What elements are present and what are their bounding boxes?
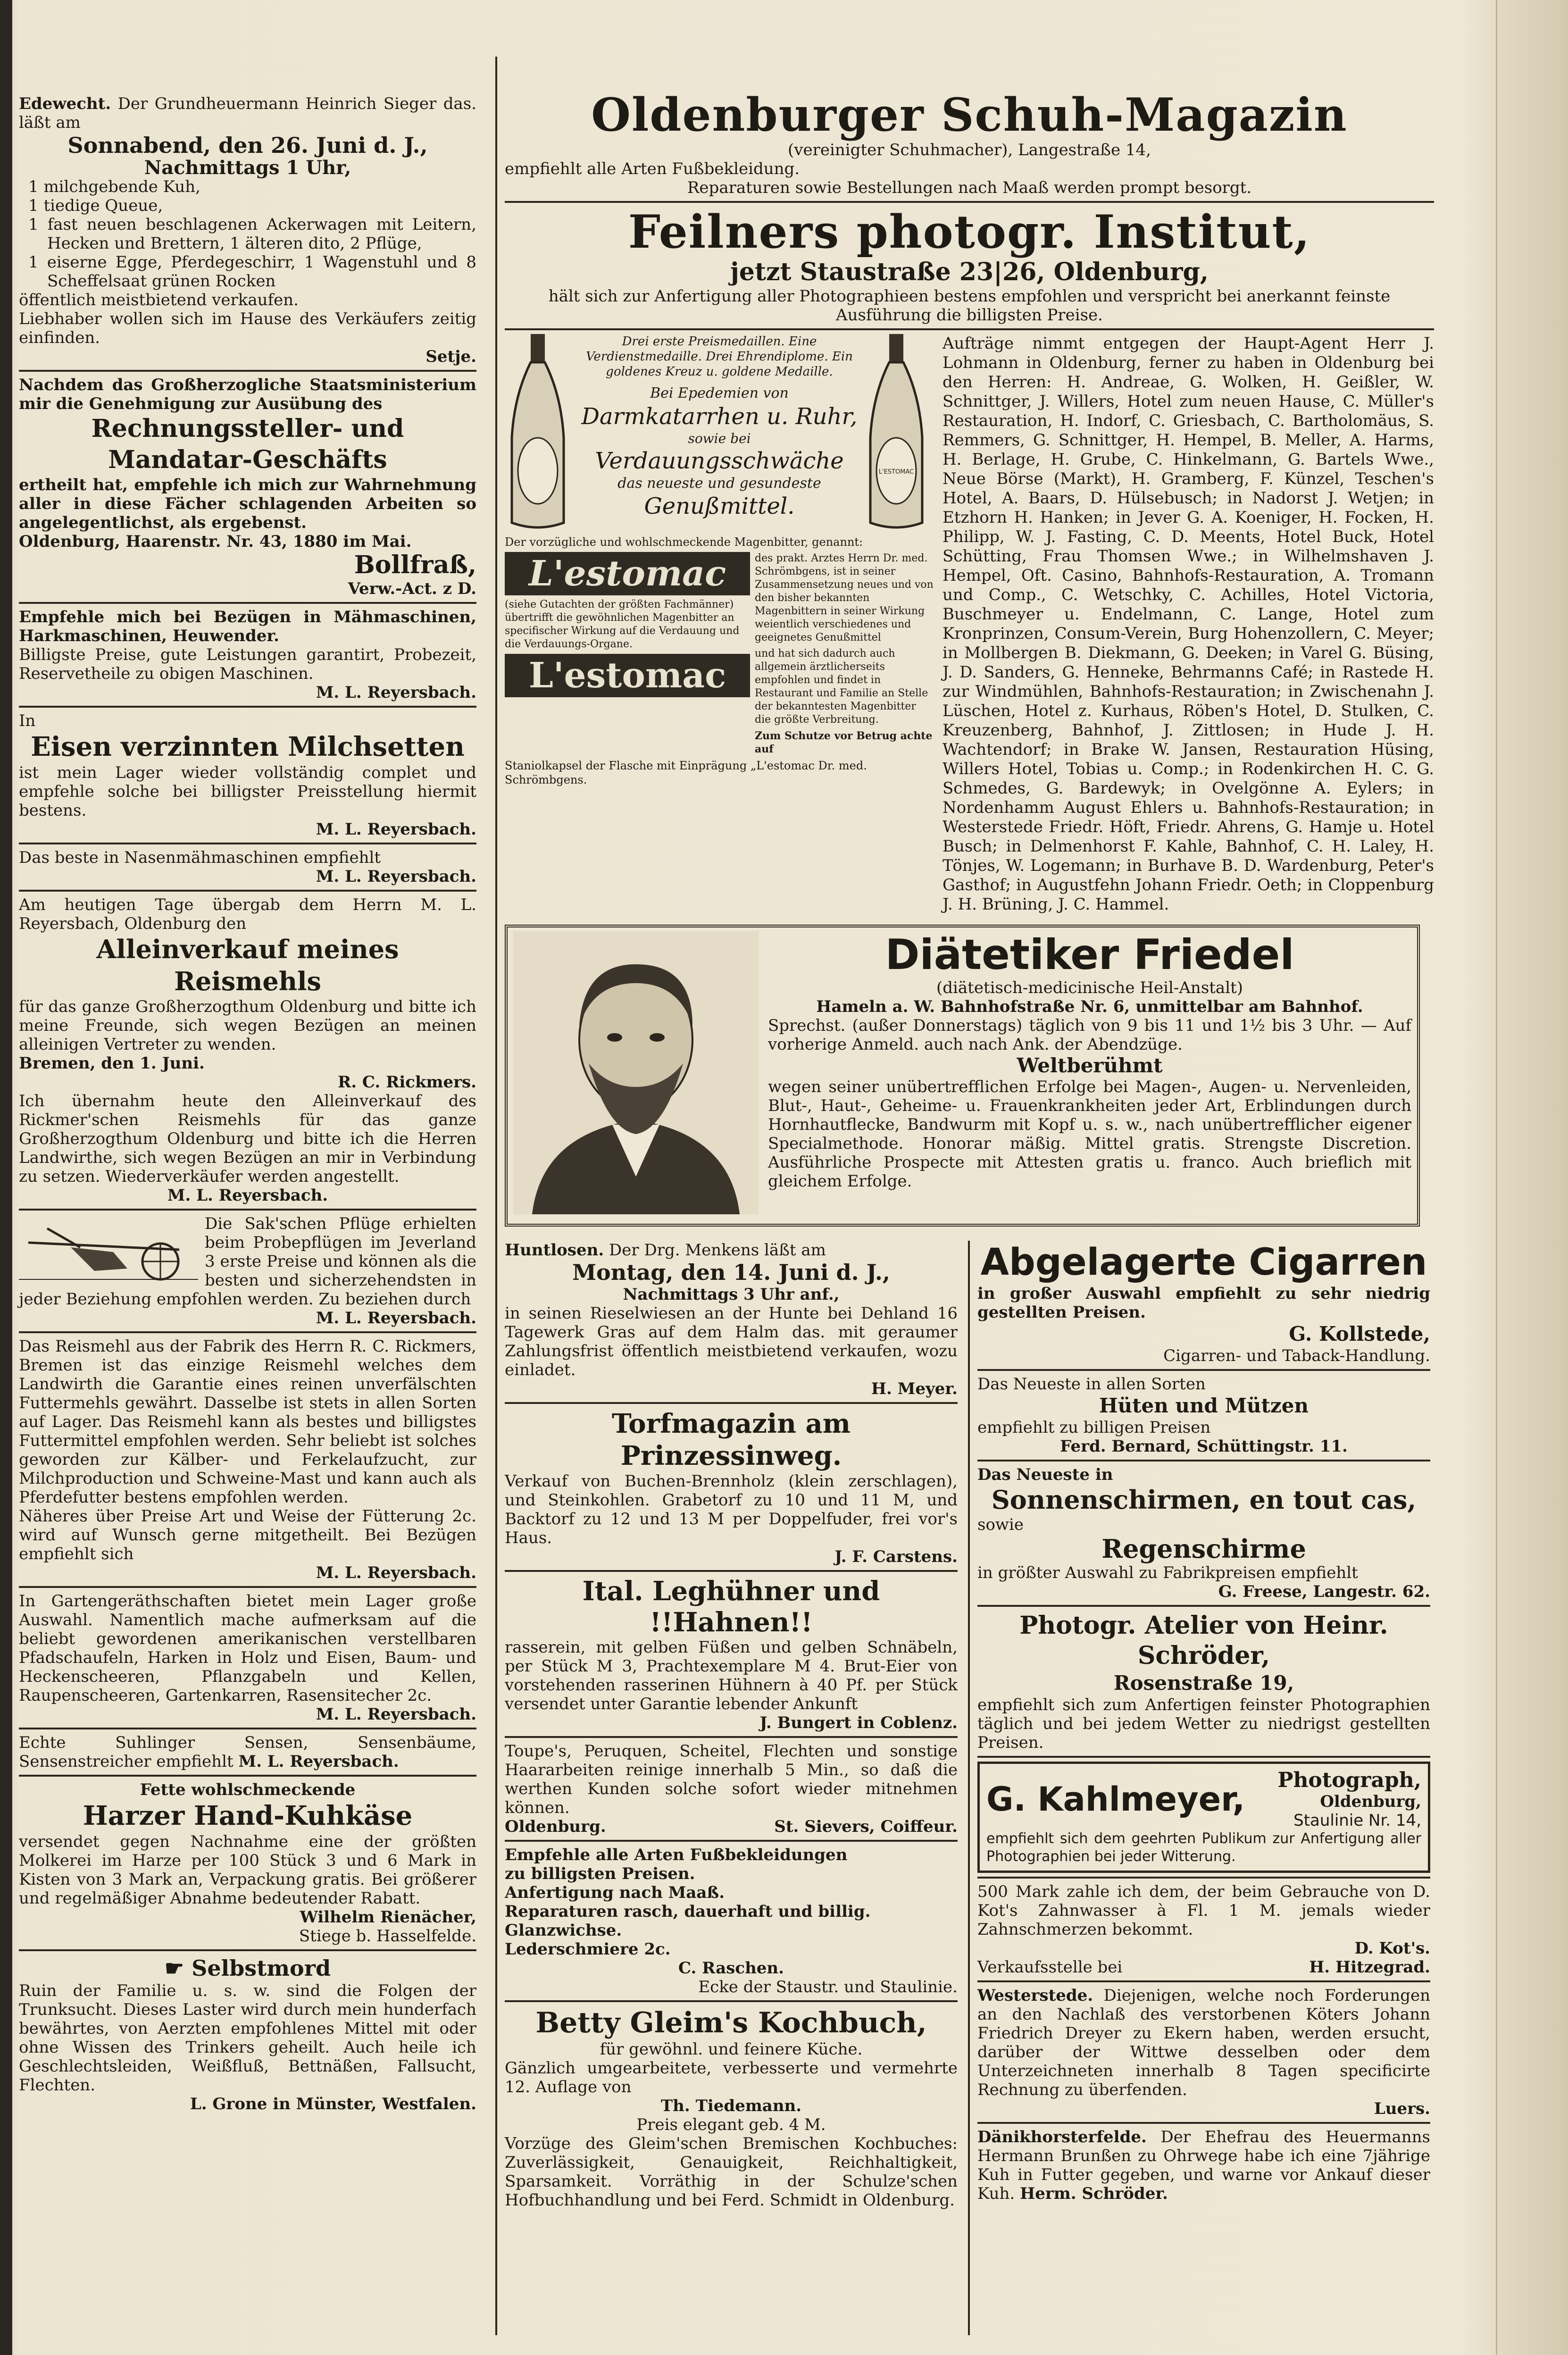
estomac-small2: (siehe Gutachten der größten Fachmänner) übertrifft die gewöhnlichen Magenbitter an specifischer Wirkung auf die Verdauung und die Verdauungs-Organe. bbox=[505, 599, 740, 650]
toupe-body: Toupe's, Peruquen, Scheitel, Flechten und sonstige Haararbeiten reinige innerhalb 5 Min., so daß die werthen Kunden solche sofort wieder mitnehmen können. bbox=[505, 1742, 958, 1817]
edewecht-date: Sonnabend, den 26. Juni d. J., bbox=[67, 133, 428, 158]
edewecht-item: 1 fast neuen beschlagenen Ackerwagen mit Leitern, Hecken und Brettern, 1 älteren dito, 2 Pflüge, bbox=[28, 215, 476, 253]
estomac-script3: Genußmittel. bbox=[644, 493, 795, 519]
fuss-addr: Ecke der Staustr. und Staulinie. bbox=[698, 1978, 958, 1996]
estomac-neueste: das neueste und gesundeste bbox=[617, 475, 821, 492]
divider bbox=[19, 706, 476, 708]
ad-westerstede bbox=[977, 1986, 1430, 2118]
fuss-l3: Anfertigung nach Maaß. bbox=[505, 1883, 725, 1902]
ad-huehner bbox=[505, 1576, 958, 1732]
divider bbox=[19, 1728, 476, 1729]
bollfrass-place: Oldenburg, Haarenstr. Nr. 43, 1880 im Mai. bbox=[19, 532, 412, 551]
schroeder-title: Photogr. Atelier von Heinr. Schröder, bbox=[1019, 1611, 1388, 1670]
westerstede-lead: Westerstede. bbox=[977, 1986, 1093, 2005]
ad-schuh bbox=[505, 90, 1434, 197]
bottle-left bbox=[505, 334, 575, 532]
edewecht-intro: Der Grundheuermann Heinrich Sieger das. läßt am bbox=[19, 94, 477, 132]
torf-title: Torfmagazin am Prinzessinweg. bbox=[612, 1408, 851, 1471]
divider bbox=[19, 1775, 476, 1777]
reismehl-body2: Näheres über Preise Art und Weise der Fütterung 2c. wird auf Wunsch gerne mitgetheilt. Bei Bezügen empfiehlt sich bbox=[19, 1507, 476, 1563]
kahlmeyer-body: empfiehlt sich dem geehrten Publikum zur Anfertigung aller Photographien bei jeder Witterung. bbox=[986, 1830, 1421, 1865]
pointing-hand-icon: ☛ bbox=[164, 1955, 184, 1981]
huehner-title2: !!Hahnen!! bbox=[650, 1607, 813, 1638]
estomac-brand-2: L'estomac bbox=[505, 654, 750, 697]
ad-schirme bbox=[977, 1465, 1430, 1601]
kahlmeyer-info bbox=[1277, 1769, 1421, 1830]
estomac-small-text bbox=[755, 552, 934, 756]
cigarren-sub: Cigarren- und Taback-Handlung. bbox=[1163, 1346, 1430, 1365]
friedel-sub: (diätetisch-medicinische Heil-Anstalt) bbox=[936, 978, 1243, 997]
divider bbox=[977, 1369, 1430, 1371]
estomac-script1: Darmkatarrhen u. Ruhr, bbox=[581, 403, 858, 430]
ad-torf bbox=[505, 1408, 958, 1566]
kaese-body: versendet gegen Nachnahme eine der größten Molkerei im Harze per 100 Stück 3 und 6 Mark in Kisten von 3 Mark an, Verpackung gratis. Bei größerer und regelmäßiger Abnahme bedeutender Rabatt. bbox=[19, 1832, 476, 1908]
feilner-title: Feilners photogr. Institut, bbox=[628, 205, 1311, 259]
estomac-small1: des prakt. Arztes Herrn Dr. med. Schrömbgens, ist in seiner Zusammensetzung neues und von den bisher bekannten Magenbittern in seiner Wirkung weientlich verschiedenes und geeignetes Genußmittel bbox=[755, 552, 934, 643]
huehner-sign: J. Bungert in Coblenz. bbox=[759, 1713, 958, 1732]
ad-bollfrass bbox=[19, 376, 476, 598]
kochbuch-author: Th. Tiedemann. bbox=[660, 2096, 802, 2115]
ad-huntlosen bbox=[505, 1241, 958, 1398]
toupe-place: Oldenburg. bbox=[505, 1817, 606, 1836]
edewecht-sign: Setje. bbox=[425, 347, 476, 366]
hueten-pre: Das Neueste in allen Sorten bbox=[977, 1375, 1206, 1394]
reis-place: Bremen, den 1. Juni. bbox=[19, 1054, 205, 1073]
ad-reis bbox=[19, 895, 476, 1205]
schirme-title2: Regenschirme bbox=[1101, 1534, 1306, 1564]
reis-body: Am heutigen Tage übergab dem Herrn M. L. Reyersbach, Oldenburg den bbox=[19, 895, 476, 933]
schirme-pre: Das Neueste in bbox=[977, 1465, 1113, 1484]
maeh-body2: Billigste Preise, gute Leistungen garantirt, Probezeit, Reservetheile zu obigen Maschinen. bbox=[19, 645, 476, 683]
kochbuch-price: Preis elegant geb. 4 M. bbox=[636, 2115, 826, 2134]
binding-spine bbox=[0, 0, 12, 2355]
divider bbox=[19, 890, 476, 892]
feilner-sub: jetzt Staustraße 23|26, Oldenburg, bbox=[730, 258, 1209, 286]
ad-toupe bbox=[505, 1742, 958, 1836]
fuss-l5: Glanzwichse. bbox=[505, 1921, 622, 1940]
page-edge bbox=[1496, 0, 1568, 2355]
cigarren-body: in großer Auswahl empfiehlt zu sehr niedrig gestellten Preisen. bbox=[977, 1284, 1430, 1322]
ad-schroeder bbox=[977, 1611, 1430, 1752]
right-top-area bbox=[505, 90, 1434, 914]
bottle-label: L'ESTOMAC bbox=[878, 468, 914, 476]
estomac-small4: Zum Schutze vor Betrug achte auf bbox=[755, 730, 933, 755]
divider bbox=[19, 1949, 476, 1951]
westerstede-sign: Luers. bbox=[1374, 2099, 1430, 2118]
huntlosen-date: Montag, den 14. Juni d. J., bbox=[572, 1260, 890, 1285]
huehner-title: Ital. Leghühner und bbox=[582, 1576, 880, 1607]
estomac-lower bbox=[505, 552, 934, 756]
torf-sign: J. F. Carstens. bbox=[834, 1547, 958, 1566]
schuh-body2: Reparaturen sowie Bestellungen nach Maaß werden prompt besorgt. bbox=[687, 178, 1252, 197]
maeh-sign: M. L. Reyersbach. bbox=[316, 683, 476, 702]
divider bbox=[505, 201, 1434, 203]
estomac-footer: Staniolkapsel der Flasche mit Einprägung „L'estomac Dr. med. Schrömbgens. bbox=[505, 759, 867, 786]
ad-zahn bbox=[977, 1882, 1430, 1977]
ad-kochbuch bbox=[505, 2006, 958, 2210]
kaese-title: Harzer Hand-Kuhkäse bbox=[83, 1800, 413, 1831]
daenik-lead: Dänikhorsterfelde. bbox=[977, 2128, 1147, 2146]
divider bbox=[977, 1460, 1430, 1461]
schirme-sowie: sowie bbox=[977, 1515, 1024, 1534]
edewecht-item: 1 tiedige Queue, bbox=[28, 196, 163, 215]
ad-maeh bbox=[19, 608, 476, 702]
divider bbox=[977, 1980, 1430, 1982]
kochbuch-body: Gänzlich umgearbeitete, verbesserte und vermehrte 12. Auflage von bbox=[505, 2059, 958, 2096]
edewecht-lead: Edewecht. bbox=[19, 94, 111, 113]
ad-sensen bbox=[19, 1733, 476, 1771]
garten-sign: M. L. Reyersbach. bbox=[316, 1705, 476, 1724]
ad-pflug bbox=[19, 1214, 476, 1328]
pflug-body: Die Sak'schen Pflüge erhielten beim Probepflügen im Jeverland 3 erste Preise und können als die besten und sicherzehendsten in jeder Beziehung empfohlen werden. Zu beziehen durch bbox=[19, 1214, 476, 1309]
ad-selbstmord bbox=[19, 1955, 476, 2113]
estomac-brand-1: L'estomac bbox=[505, 552, 750, 595]
reismehl-body: Das Reismehl aus der Fabrik des Herrn R. C. Rickmers, Bremen ist das einzige Reismehl welches dem Landwirth die Garantie eines reinen unverfälschten Futtermehls gewährt. Dasselbe ist stets in allen Sorten auf Lager. Das Reismehl kann als bestes und billigstes Futtermittel empfohlen werden. Sehr beliebt ist solches geworden zur Kälber- und Ferkelaufzucht, zur Milchproduction und Schweine-Mast und kann auch als Pferdefutter bestens empfohlen werden. bbox=[19, 1337, 476, 1507]
estomac-desc: Der vorzügliche und wohlschmeckende Magenbitter, genannt: bbox=[505, 535, 863, 549]
ad-feilner bbox=[505, 207, 1434, 325]
westerstede-body: Diejenigen, welche noch Forderungen an den Nachlaß des verstorbenen Köters Johann Friedrich Dreyer zu Ekern haben, werden ersucht, darüber der Wittwe desselben oder dem Unterzeichneten innerhalb 8 Tagen specificirte Rechnung zu überfenden. bbox=[977, 1986, 1430, 2099]
schroeder-body: empfiehlt sich zum Anfertigen feinster Photographien täglich und bei jedem Wetter zu niedrigst gestellten Preisen. bbox=[977, 1695, 1430, 1752]
schuh-title: Oldenburger Schuh-Magazin bbox=[591, 88, 1348, 142]
divider bbox=[505, 1840, 958, 1842]
zahn-sign1: D. Kot's. bbox=[1354, 1939, 1430, 1958]
ad-cigarren bbox=[977, 1241, 1430, 1365]
schirme-title: Sonnenschirmen, en tout cas, bbox=[991, 1485, 1417, 1515]
zahn-place: Verkaufsstelle bei bbox=[977, 1958, 1123, 1977]
ad-reismehl bbox=[19, 1337, 476, 1582]
kaese-sign: Wilhelm Rienächer, bbox=[300, 1908, 476, 1927]
edewecht-outro: öffentlich meistbietend verkaufen. bbox=[19, 291, 299, 309]
kahlmeyer-head bbox=[986, 1769, 1421, 1830]
divider bbox=[505, 1736, 958, 1738]
ad-agents bbox=[942, 334, 1434, 914]
sensen-sign: M. L. Reyersbach. bbox=[238, 1752, 399, 1771]
bollfrass-body: ertheilt hat, empfehle ich mich zur Wahrnehmung aller in diese Fächer schlagenden Arbeiten so angelegentlichst, als ergebenst. bbox=[19, 476, 476, 532]
divider bbox=[977, 1756, 1430, 1758]
bottle-right bbox=[863, 334, 934, 532]
bollfrass-title: Rechnungssteller- und Mandatar-Geschäfts bbox=[91, 414, 404, 474]
estomac-text bbox=[575, 334, 863, 520]
left-column bbox=[19, 94, 476, 2113]
schroeder-addr: Rosenstraße 19, bbox=[1113, 1671, 1294, 1695]
huntlosen-lead: Huntlosen. bbox=[505, 1241, 604, 1260]
kochbuch-body2: Vorzüge des Gleim'schen Bremischen Kochbuches: Zuverlässigkeit, Genauigkeit, Reichhaltigkeit, Sparsamkeit. Vorräthig in der Schulze'schen Hofbuchhandlung und bei Ferd. Schmidt in Oldenburg. bbox=[505, 2134, 958, 2210]
friedel-body: wegen seiner unübertrefflichen Erfolge bei Magen-, Augen- u. Nervenleiden, Blut-, Haut-, Geheime- u. Frauenkrankheiten jeder Art, Erblindungen durch Hornhautflecke, Bandwurm mit Kopf u. s. w., nach unübertrefflicher eigener Specialmethode. Honorar mäßig. Mittel gratis. Strengste Discretion. Ausführliche Prospecte mit Attesten gratis u. franco. Auch brieflich mit gleichem Erfolge. bbox=[768, 1077, 1411, 1191]
ad-garten bbox=[19, 1592, 476, 1724]
bollfrass-role: Verw.-Act. z D. bbox=[348, 579, 476, 598]
friedel-text bbox=[768, 931, 1411, 1220]
divider bbox=[505, 2000, 958, 2002]
ad-hueten bbox=[977, 1375, 1430, 1456]
ad-milch bbox=[19, 711, 476, 839]
friedel-title: Diätetiker Friedel bbox=[885, 930, 1294, 979]
nasen-sign: M. L. Reyersbach. bbox=[316, 867, 476, 886]
milch-body: ist mein Lager wieder vollständig complet und empfehle solche bei billigster Preisstellung hiermit bestens. bbox=[19, 763, 476, 820]
edewecht-items bbox=[19, 177, 476, 291]
friedel-famous: Weltberühmt bbox=[1017, 1054, 1163, 1077]
huntlosen-body: in seinen Rieselwiesen an der Hunte bei Dehland 16 Tagewerk Gras auf dem Halm das. mit geraumer Zahlungsfrist öffentlich meistbietend verkaufen, wozu einladet. bbox=[505, 1304, 958, 1379]
kochbuch-sub: für gewöhnl. und feinere Küche. bbox=[600, 2040, 863, 2059]
daenik-body: Der Ehefrau des Heuermanns Hermann Brunßen zu Ohrwege habe ich eine 7jährige Kuh in Futter gegeben, und warne vor Ankauf dieser Kuh. bbox=[977, 2128, 1430, 2203]
schirme-sign: G. Freese, Langestr. 62. bbox=[1218, 1582, 1430, 1601]
kaese-addr: Stiege b. Hasselfelde. bbox=[299, 1927, 476, 1946]
huntlosen-intro: Der Drg. Menkens läßt am bbox=[609, 1241, 826, 1260]
selbstmord-title: Selbstmord bbox=[192, 1955, 331, 1981]
edewecht-note: Liebhaber wollen sich im Hause des Verkäufers zeitig einfinden. bbox=[19, 309, 476, 347]
divider bbox=[19, 602, 476, 604]
zahn-sign2: H. Hitzegrad. bbox=[1309, 1958, 1430, 1977]
right-column bbox=[977, 1241, 1430, 2203]
ad-friedel bbox=[505, 925, 1420, 1227]
ad-edewecht bbox=[19, 94, 476, 366]
ad-estomac bbox=[505, 334, 934, 914]
hueten-body: empfiehlt zu billigen Preisen bbox=[977, 1418, 1211, 1437]
edewecht-item: 1 milchgebende Kuh, bbox=[28, 177, 200, 196]
huntlosen-time: Nachmittags 3 Uhr anf., bbox=[623, 1285, 840, 1304]
feilner-body: hält sich zur Anfertigung aller Photographieen bestens empfohlen und verspricht bei anerkannt feinste Ausführung die billigsten Preise. bbox=[548, 287, 1391, 325]
fuss-l4: Reparaturen rasch, dauerhaft und billig. bbox=[505, 1902, 871, 1921]
kahlmeyer-name: G. Kahlmeyer, bbox=[986, 1780, 1245, 1819]
divider bbox=[977, 1877, 1430, 1879]
agents-body: Aufträge nimmt entgegen der Haupt-Agent Herr J. Lohmann in Oldenburg, ferner zu haben in Oldenburg bei den Herren: H. Andreae, G. Wolken, H. Geißler, W. Schnittger, J. Willers, Hotel zum neuen Hause, C. Müller's Restauration, H. Indorf, C. Griesbach, C. Bartholomäus, S. Remmers, G. Schnittger, H. Hempel, B. Meller, A. Harms, H. Berlage, H. Grube, C. Hinkelmann, G. Bartels Wwe., Neue Börse (Markt), H. Gramberg, F. Künzel, Teschen's Hotel, A. Baars, D. Hülsebusch; in Nadorst J. Wetjen; in Etzhorn H. Hanken; in Jever G. A. Koeniger, H. Focken, H. Philipp, W. J. Fasting, C. D. Meents, Hotel Buck, Hotel Schütting, Frau Thomsen Wwe.; in Wilhelmshaven J. Hempel, Oft. Casino, Bahnhofs-Restauration, A. Tromann und Comp., C. Wetschky, C. Achilles, Hotel Victoria, Buschmeyer u. Endelmann, C. Lange, Hotel zum Kronprinzen, Consum-Verein, Burg Hohenzollern, C. Meyer; in Mollbergen B. Diekmann, G. Deeken; in Varel G. Büsing, J. D. Sanders, G. Henneke, Behrmanns Café; in Rastede H. zur Windmühlen, Bahnhofs-Restauration; in Zwischenahn J. Lüschen, Hotel z. Kurhaus, Röben's Hotel, D. Stulken, C. Kreuzenberg, Bahnhof, J. Zittlosen; in Hude J. H. Wachtendorf; in Brake W. Jansen, Restauration Hüsing, Willers Hotel, Tobias u. Comp.; in Rodenkirchen H. C. G. Schmedes, G. Bardewyk; in Ovelgönne A. Eylers; in Nordenhamm August Ehlers u. Bahnhofs-Restauration; in Westerstede Friedr. Höft, Friedr. Ahrens, G. Hamje u. Hotel Busch; in Delmenhorst F. Kahle, Bahnhof, C. H. Laley, H. Tönjes, W. Logemann; in Burhave B. D. Wardenburg, Peter's Gasthof; in Augustfehn Johann Friedr. Oeth; in Cloppenburg J. H. Brüning, J. C. Hammel. bbox=[942, 334, 1434, 914]
huntlosen-sign: H. Meyer. bbox=[871, 1379, 958, 1398]
ad-kahlmeyer bbox=[977, 1762, 1430, 1873]
estomac-top: Drei erste Preismedaillen. Eine Verdienstmedaille. Drei Ehrendiplome. Ein goldenes Kreuz u. goldene Medaille. bbox=[586, 334, 853, 379]
schuh-sub: (vereinigter Schuhmacher), Langestraße 14, bbox=[788, 141, 1151, 159]
ad-fuss bbox=[505, 1846, 958, 1996]
estomac-epi: Bei Epedemien von bbox=[650, 385, 789, 401]
selbstmord-body: Ruin der Familie u. s. w. sind die Folgen der Trunksucht. Dieses Laster wird durch mein hunderfach bewährtes, von Aerzten empfohlenes Mittel mit oder ohne Wissen des Trinkers geheilt. Auch heile ich Geschlechtsleiden, Weißfluß, Bettnäßen, Fallsucht, Flechten. bbox=[19, 1981, 476, 2095]
estomac-upper bbox=[505, 334, 934, 532]
divider bbox=[19, 1331, 476, 1333]
divider bbox=[19, 370, 476, 372]
cigarren-title: Abgelagerte Cigarren bbox=[980, 1241, 1427, 1284]
reismehl-sign: M. L. Reyersbach. bbox=[316, 1563, 476, 1582]
ad-daenik bbox=[977, 2128, 1430, 2203]
daenik-sign: Herm. Schröder. bbox=[1020, 2184, 1168, 2203]
plough-illustration bbox=[19, 1214, 198, 1285]
friedel-hours: Sprechst. (außer Donnerstags) täglich von 9 bis 11 und 1½ bis 3 Uhr. — Auf vorherige Anmeld. auch nach Ank. der Abendzüge. bbox=[768, 1016, 1411, 1054]
milch-sign: M. L. Reyersbach. bbox=[316, 820, 476, 839]
reis-sign2: M. L. Reyersbach. bbox=[167, 1186, 328, 1205]
selbstmord-sign: L. Grone in Münster, Westfalen. bbox=[190, 2095, 476, 2113]
zahn-body: 500 Mark zahle ich dem, der beim Gebrauche von D. Kot's Zahnwasser à Fl. 1 M. jemals wieder Zahnschmerzen bekommt. bbox=[977, 1882, 1430, 1939]
pflug-sign: M. L. Reyersbach. bbox=[316, 1309, 476, 1328]
reis-body3: Ich übernahm heute den Alleinverkauf des Rickmer'schen Reismehls für das ganze Großherzogthum Oldenburg und bitte ich die Herren Landwirthe, sich wegen Bezügen an mir in Verbindung zu setzen. Wiederverkäufer werden angestellt. bbox=[19, 1092, 476, 1186]
reis-sign: R. C. Rickmers. bbox=[338, 1073, 476, 1092]
divider bbox=[19, 1209, 476, 1211]
schirme-body: in größter Auswahl zu Fabrikpreisen empfiehlt bbox=[977, 1563, 1358, 1582]
milch-title: Eisen verzinnten Milchsetten bbox=[31, 731, 465, 762]
edewecht-item: 1 eiserne Egge, Pferdegeschirr, 1 Wagenstuhl und 8 Scheffelsaat grünen Rocken bbox=[28, 253, 476, 291]
estomac-sowie: sowie bei bbox=[688, 431, 751, 446]
reis-body2: für das ganze Großherzogthum Oldenburg und bitte ich meine Freunde, sich wegen Bezügen an meinen alleinigen Vertreter zu wenden. bbox=[19, 997, 476, 1054]
divider bbox=[977, 2122, 1430, 2124]
kahlmeyer-role: Photograph, bbox=[1277, 1768, 1421, 1792]
fuss-l1: Empfehle alle Arten Fußbekleidungen bbox=[505, 1846, 848, 1864]
ad-nasen bbox=[19, 848, 476, 886]
divider bbox=[19, 843, 476, 844]
garten-body: In Gartengeräthschaften bietet mein Lager große Auswahl. Namentlich mache aufmerksam auf die beliebt gewordenen amerikanischen verstellbaren Pfadschaufeln, Harken in Holz und Eisen, Baum- und Heckenscheeren, Pflanzgabeln und Kellen, Raupenscheeren, Gartenkarren, Rasensitecher 2c. bbox=[19, 1592, 476, 1705]
friedel-portrait bbox=[513, 931, 759, 1220]
estomac-row bbox=[505, 334, 1434, 914]
sensen-body: Echte Suhlinger Sensen, Sensenbäume, Sensenstreicher empfiehlt bbox=[19, 1733, 476, 1771]
kahlmeyer-city: Oldenburg, bbox=[1320, 1792, 1421, 1811]
hueten-title: Hüten und Mützen bbox=[1099, 1394, 1309, 1417]
divider bbox=[977, 1605, 1430, 1607]
maeh-body1: Empfehle mich bei Bezügen in Mähmaschinen, Harkmaschinen, Heuwender. bbox=[19, 608, 476, 645]
divider bbox=[505, 328, 1434, 330]
column-rule-main bbox=[495, 57, 497, 2335]
bollfrass-name: Bollfraß, bbox=[354, 551, 476, 579]
kaese-head: Fette wohlschmeckende bbox=[140, 1780, 356, 1799]
schuh-body: empfiehlt alle Arten Fußbekleidung. bbox=[505, 159, 800, 178]
bollfrass-head: Nachdem das Großherzogliche Staatsministerium mir die Genehmigung zur Ausübung des bbox=[19, 376, 476, 413]
fuss-l2: zu billigsten Preisen. bbox=[505, 1864, 695, 1883]
estomac-brand-box bbox=[505, 552, 750, 756]
fuss-sign: C. Raschen. bbox=[678, 1959, 784, 1978]
column-rule-right bbox=[968, 1241, 970, 2335]
divider bbox=[19, 1586, 476, 1588]
hueten-sign: Ferd. Bernard, Schüttingstr. 11. bbox=[1060, 1437, 1348, 1456]
fuss-l6: Lederschmiere 2c. bbox=[505, 1940, 671, 1959]
torf-body: Verkauf von Buchen-Brennholz (klein zerschlagen), und Steinkohlen. Grabetorf zu 10 und 11 M, und Backtorf zu 12 und 13 M per Doppelfuder, frei vor's Haus. bbox=[505, 1472, 958, 1547]
kochbuch-title: Betty Gleim's Kochbuch, bbox=[535, 2006, 927, 2039]
estomac-script2: Verdauungsschwäche bbox=[595, 448, 844, 474]
kahlmeyer-addr: Staulinie Nr. 14, bbox=[1293, 1811, 1421, 1830]
toupe-sign: St. Sievers, Coiffeur. bbox=[774, 1817, 958, 1836]
huehner-body: rasserein, mit gelben Füßen und gelben Schnäbeln, per Stück M 3, Prachtexemplare M 4. Brut-Eier von vorstehenden rasserinen Hühnern à 40 Pf. per Stück versendet unter Garantie lebender Ankunft bbox=[505, 1638, 958, 1713]
middle-column bbox=[505, 1241, 958, 2210]
divider bbox=[505, 1402, 958, 1404]
friedel-addr: Hameln a. W. Bahnhofstraße Nr. 6, unmittelbar am Bahnhof. bbox=[816, 997, 1363, 1016]
reis-title: Alleinverkauf meines Reismehls bbox=[96, 934, 399, 996]
cigarren-sign: G. Kollstede, bbox=[1289, 1322, 1430, 1345]
milch-pre: In bbox=[19, 711, 36, 730]
divider bbox=[505, 1570, 958, 1572]
friedel-row bbox=[513, 931, 1411, 1220]
estomac-small3: und hat sich dadurch auch allgemein ärztlicherseits empfohlen und findet in Restaurant und Familie an Stelle der bekanntesten Magenbitter die größte Verbreitung. bbox=[755, 648, 928, 726]
ad-kaese bbox=[19, 1780, 476, 1946]
nasen-body: Das beste in Nasenmähmaschinen empfiehlt bbox=[19, 848, 381, 867]
edewecht-time: Nachmittags 1 Uhr, bbox=[144, 157, 351, 179]
